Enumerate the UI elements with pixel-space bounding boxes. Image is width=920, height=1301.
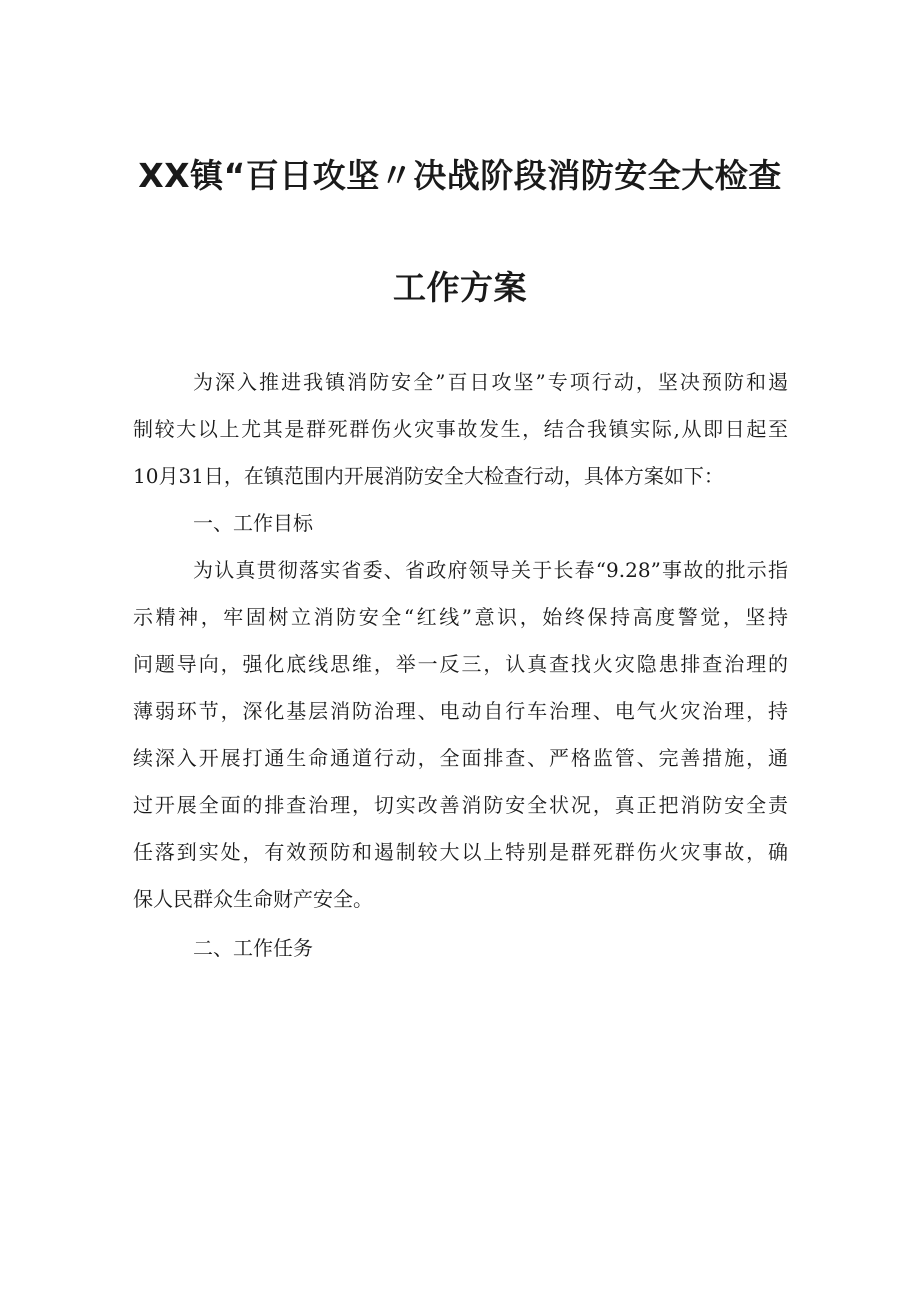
section-1-line-4: 薄弱环节，深化基层消防治理、电动自行车治理、电气火灾治理，持 bbox=[133, 699, 788, 723]
intro-line-3: 10月31日，在镇范围内开展消防安全大检查行动，具体方案如下： bbox=[133, 464, 724, 488]
intro-line-2: 制较大以上尤其是群死群伤火灾事故发生，结合我镇实际,从即日起至 bbox=[133, 417, 788, 441]
section-1-line-8: 保人民群众生命财产安全。 bbox=[133, 887, 373, 911]
section-1-line-3: 问题导向，强化底线思维，举一反三，认真查找火灾隐患排查治理的 bbox=[133, 652, 788, 676]
section-1-heading: 一、工作目标 bbox=[193, 511, 313, 535]
section-1-line-1: 为认真贯彻落实省委、省政府领导关于长春“9.28”事故的批示指 bbox=[193, 558, 788, 582]
document-title-line-1: XX镇“百日攻坚〃决战阶段消防安全大检查 bbox=[138, 156, 782, 195]
section-1-line-7: 任落到实处，有效预防和遏制较大以上特别是群死群伤火灾事故，确 bbox=[133, 840, 788, 864]
section-2-heading: 二、工作任务 bbox=[193, 936, 313, 960]
intro-line-1: 为深入推进我镇消防安全”百日攻坚”专项行动，坚决预防和遏 bbox=[193, 370, 788, 394]
section-1-line-2: 示精神，牢固树立消防安全“红线”意识，始终保持高度警觉，坚持 bbox=[133, 605, 788, 629]
section-1-line-5: 续深入开展打通生命通道行动，全面排查、严格监管、完善措施，通 bbox=[133, 746, 788, 770]
document-title-line-2: 工作方案 bbox=[393, 268, 527, 307]
section-1-line-6: 过开展全面的排查治理，切实改善消防安全状况，真正把消防安全责 bbox=[133, 793, 788, 817]
